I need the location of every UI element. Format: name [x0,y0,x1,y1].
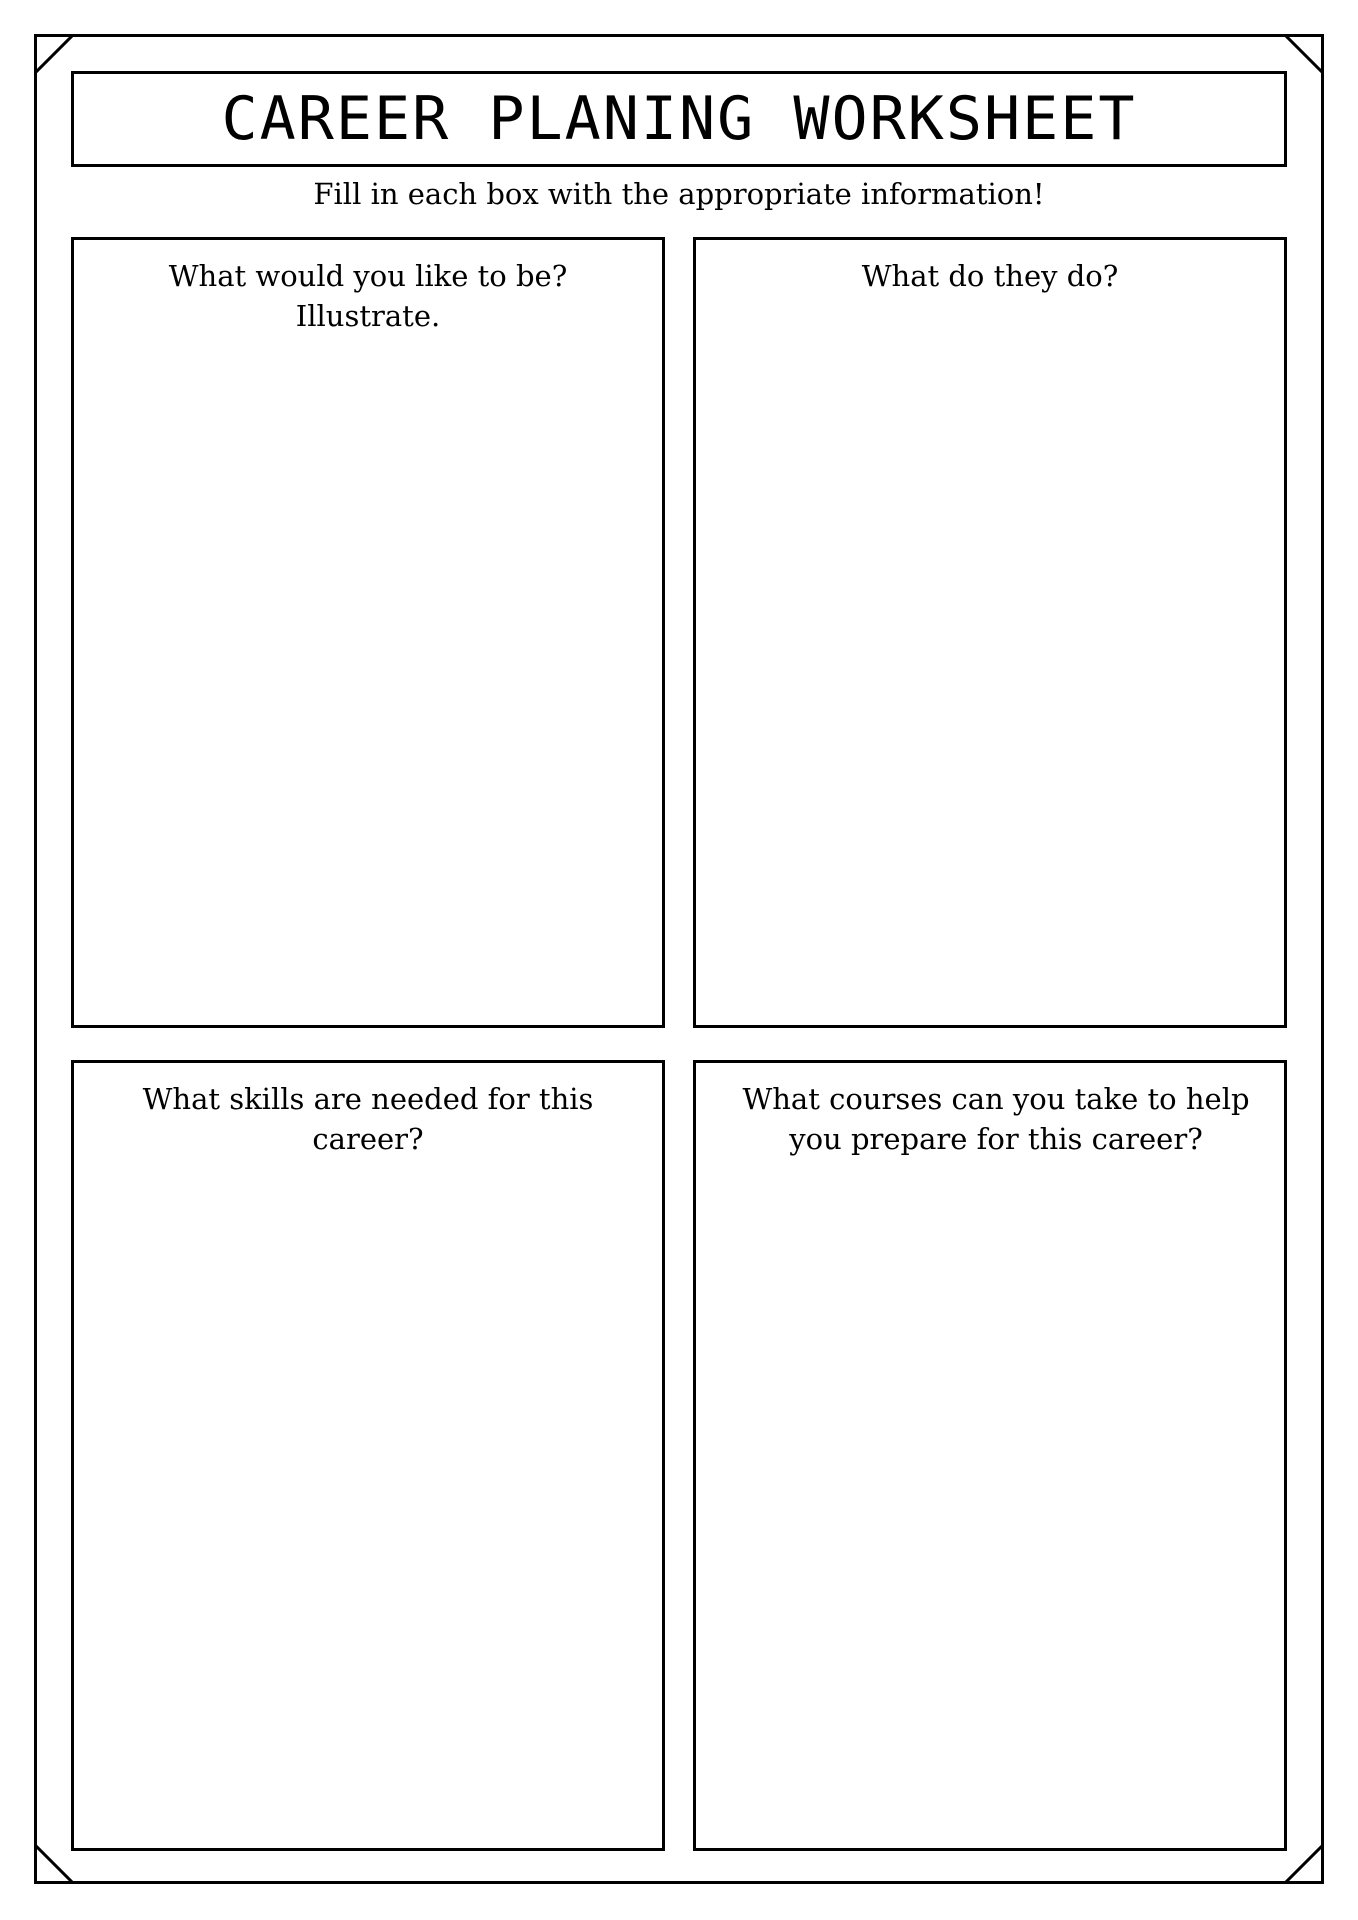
box-prompt: What would you like to be? Illustrate. [168,259,568,333]
corner-ornament-icon [1284,1844,1324,1884]
corner-ornament-icon [34,1844,74,1884]
answer-box-courses[interactable] [693,1060,1287,1851]
corner-ornament-icon [34,34,74,74]
answer-box-career-illustration[interactable] [71,237,665,1028]
corner-ornament-icon [1284,34,1324,74]
box-prompt: What skills are needed for this career? [142,1082,594,1156]
answer-box-job-duties[interactable] [693,237,1287,1028]
instructions-text: Fill in each box with the appropriate information! [313,177,1045,211]
answer-box-skills[interactable] [71,1060,665,1851]
box-prompt: What do they do? [861,259,1119,293]
box-prompt: What courses can you take to help you prepare for this career? [742,1082,1250,1156]
title-box [71,71,1287,167]
page-title: CAREER PLANING WORKSHEET [221,84,1137,154]
